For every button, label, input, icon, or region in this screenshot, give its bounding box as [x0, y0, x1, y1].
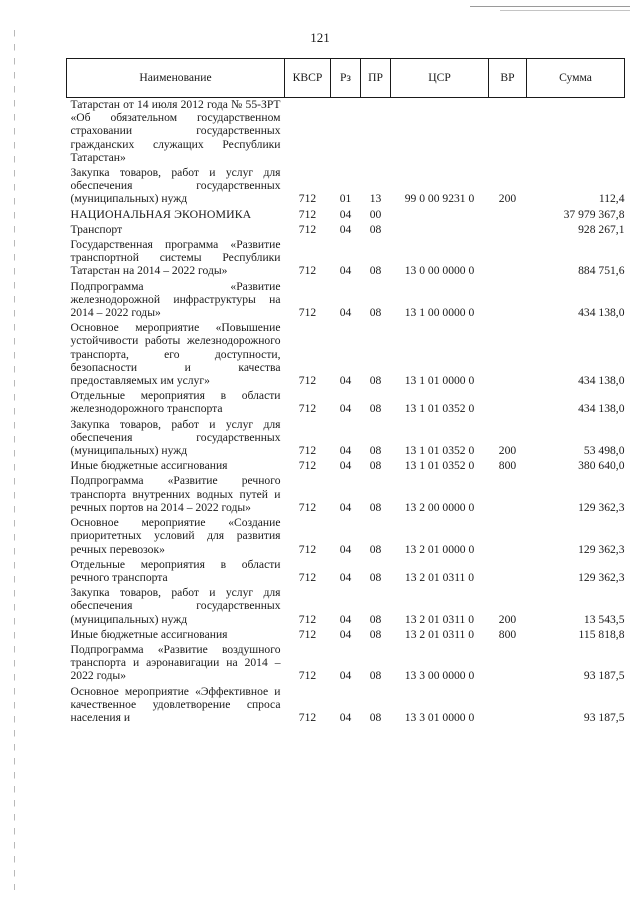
row-name: Татарстан от 14 июля 2012 года № 55-ЗРТ «Об обязательном государственном страховании государственных гражданских служащих Республики Татарстан»: [70, 98, 281, 164]
row-csr: 13 1 01 0352 0: [404, 402, 475, 416]
table-row: [67, 628, 625, 643]
row-sum: 13 543,5: [583, 612, 625, 626]
row-kvsr: 712: [298, 402, 317, 416]
row-vr: [489, 558, 527, 586]
row-rz: 01: [339, 192, 352, 206]
header-rz: Рз: [331, 59, 361, 98]
row-name: Государственная программа «Развитие транспортной системы Республики Татарстан на 2014 – 2022 годы»: [70, 238, 281, 278]
row-sum: [527, 98, 625, 167]
row-rz: 04: [339, 402, 352, 416]
row-name: Закупка товаров, работ и услуг для обеспечения государственных (муниципальных) нужд: [70, 417, 281, 458]
row-vr: [489, 280, 527, 322]
header-pr: ПР: [361, 59, 391, 98]
header-csr: ЦСР: [391, 59, 489, 98]
table-row: [67, 238, 625, 280]
row-kvsr: 712: [298, 222, 317, 236]
row-csr: 13 1 00 0000 0: [404, 306, 475, 320]
row-rz: 04: [339, 500, 352, 514]
row-pr: 08: [369, 222, 382, 236]
row-csr: 13 2 01 0000 0: [404, 542, 475, 556]
row-csr: [391, 98, 489, 167]
row-pr: 08: [369, 542, 382, 556]
row-kvsr: 712: [298, 192, 317, 206]
row-name: Основное мероприятие «Создание приоритетных условий для развития речных перевозок»: [70, 516, 281, 556]
row-pr: 13: [369, 192, 382, 206]
row-csr: 13 3 00 0000 0: [404, 669, 475, 683]
table-row: [67, 389, 625, 417]
row-kvsr: 712: [298, 500, 317, 514]
row-sum: 129 362,3: [578, 570, 625, 584]
row-csr: 13 2 00 0000 0: [404, 500, 475, 514]
row-kvsr: 712: [298, 306, 317, 320]
row-name: Иные бюджетные ассигнования: [70, 627, 228, 641]
table-row: [67, 321, 625, 389]
row-vr: 200: [498, 192, 517, 206]
row-vr: [489, 685, 527, 727]
row-vr: [489, 321, 527, 389]
row-sum: 129 362,3: [578, 500, 625, 514]
row-rz: 04: [339, 207, 352, 221]
row-sum: 380 640,0: [578, 459, 625, 473]
row-rz: [331, 98, 361, 167]
row-rz: 04: [339, 222, 352, 236]
header-vr: ВР: [489, 59, 527, 98]
row-rz: 04: [339, 627, 352, 641]
budget-table: [66, 58, 625, 726]
row-name: Иные бюджетные ассигнования: [70, 459, 228, 473]
row-pr: 08: [369, 402, 382, 416]
row-kvsr: 712: [298, 207, 317, 221]
row-vr: [489, 98, 527, 167]
row-csr: 13 3 01 0000 0: [404, 710, 475, 724]
row-sum: 884 751,6: [578, 264, 625, 278]
row-rz: 04: [339, 444, 352, 458]
table-row: [67, 223, 625, 238]
row-vr: [489, 238, 527, 280]
row-csr: 13 2 01 0311 0: [404, 627, 475, 641]
row-sum: 53 498,0: [583, 444, 625, 458]
budget-table-container: [66, 58, 624, 726]
row-name: Транспорт: [70, 222, 123, 236]
row-csr: 13 2 01 0311 0: [404, 570, 475, 584]
row-pr: 00: [369, 207, 382, 221]
row-pr: 08: [369, 500, 382, 514]
row-name: Подпрограмма «Развитие воздушного транспорта и аэронавигации на 2014 – 2022 годы»: [70, 642, 281, 683]
header-rule-secondary: [500, 10, 630, 11]
row-csr: 99 0 00 9231 0: [404, 192, 475, 206]
row-rz: 04: [339, 459, 352, 473]
row-name: Отдельные мероприятия в области железнодорожного транспорта: [70, 389, 281, 416]
table-header: [67, 59, 625, 98]
row-pr: 08: [369, 374, 382, 388]
table-row: [67, 280, 625, 322]
row-csr: 13 1 01 0352 0: [404, 444, 475, 458]
header-name: Наименование: [67, 59, 285, 98]
row-rz: 04: [339, 612, 352, 626]
row-kvsr: 712: [298, 542, 317, 556]
row-kvsr: 712: [298, 627, 317, 641]
row-vr: [489, 643, 527, 685]
table-row: [67, 643, 625, 685]
row-sum: 93 187,5: [583, 669, 625, 683]
row-sum: 129 362,3: [578, 542, 625, 556]
row-sum: 112,4: [598, 192, 625, 206]
row-pr: [361, 98, 391, 167]
row-pr: 08: [369, 612, 382, 626]
table-row: [67, 208, 625, 223]
page-number: 121: [310, 30, 330, 45]
row-vr: [489, 389, 527, 417]
header-kvsr: КВСР: [285, 59, 331, 98]
row-rz: 04: [339, 542, 352, 556]
row-pr: 08: [369, 627, 382, 641]
row-vr: [489, 474, 527, 516]
table-row: [67, 516, 625, 558]
row-name: Отдельные мероприятия в области речного транспорта: [70, 557, 281, 584]
row-rz: 04: [339, 306, 352, 320]
row-name: Закупка товаров, работ и услуг для обеспечения государственных (муниципальных) нужд: [70, 586, 281, 626]
row-vr: [489, 208, 527, 223]
row-vr: [489, 516, 527, 558]
row-vr: 800: [498, 459, 517, 473]
row-kvsr: 712: [298, 669, 317, 683]
table-body: [67, 98, 625, 727]
row-csr: 13 1 01 0000 0: [404, 374, 475, 388]
row-csr: 13 2 01 0311 0: [404, 612, 475, 626]
row-name: Закупка товаров, работ и услуг для обеспечения государственных (муниципальных) нужд: [70, 166, 281, 206]
row-kvsr: 712: [298, 612, 317, 626]
table-row: [67, 586, 625, 628]
row-pr: 08: [369, 459, 382, 473]
header-rule: [470, 6, 630, 7]
row-name: НАЦИОНАЛЬНАЯ ЭКОНОМИКА: [70, 206, 252, 221]
row-kvsr: 712: [298, 374, 317, 388]
row-name: Подпрограмма «Развитие речного транспорта внутренних водных путей и речных портов на 2014 – 2022 годы»: [70, 474, 281, 514]
row-pr: 08: [369, 669, 382, 683]
row-csr: 13 0 00 0000 0: [404, 264, 475, 278]
row-name: Подпрограмма «Развитие железнодорожной инфраструктуры на 2014 – 2022 годы»: [70, 279, 281, 320]
row-rz: 04: [339, 710, 352, 724]
row-vr: 800: [498, 627, 517, 641]
row-sum: 37 979 367,8: [563, 207, 625, 221]
row-sum: 115 818,8: [578, 627, 625, 641]
row-sum: 928 267,1: [578, 222, 625, 236]
row-rz: 04: [339, 264, 352, 278]
table-row: [67, 459, 625, 474]
row-sum: 434 138,0: [578, 402, 625, 416]
row-pr: 08: [369, 264, 382, 278]
row-kvsr: 712: [298, 710, 317, 724]
row-pr: 08: [369, 306, 382, 320]
row-rz: 04: [339, 669, 352, 683]
row-sum: 93 187,5: [583, 710, 625, 724]
row-sum: 434 138,0: [578, 306, 625, 320]
row-vr: 200: [498, 444, 517, 458]
row-kvsr: 712: [298, 444, 317, 458]
header-sum: Сумма: [527, 59, 625, 98]
row-pr: 08: [369, 570, 382, 584]
row-csr: 13 1 01 0352 0: [404, 459, 475, 473]
row-kvsr: 712: [298, 459, 317, 473]
binding-margin-line: [14, 30, 15, 890]
row-vr: [489, 223, 527, 238]
row-rz: 04: [339, 374, 352, 388]
row-csr: [391, 223, 489, 238]
row-kvsr: 712: [298, 264, 317, 278]
row-pr: 08: [369, 444, 382, 458]
table-row: [67, 474, 625, 516]
row-kvsr: [285, 98, 331, 167]
row-vr: 200: [498, 612, 517, 626]
table-row: [67, 418, 625, 460]
row-name: Основное мероприятие «Эффективное и качественное удовлетворение спроса населения и: [70, 684, 281, 724]
table-row: [67, 685, 625, 727]
row-sum: 434 138,0: [578, 374, 625, 388]
table-row: [67, 166, 625, 208]
row-kvsr: 712: [298, 570, 317, 584]
row-rz: 04: [339, 570, 352, 584]
row-csr: [391, 208, 489, 223]
row-pr: 08: [369, 710, 382, 724]
table-row: [67, 558, 625, 586]
table-row: [67, 98, 625, 167]
row-name: Основное мероприятие «Повышение устойчивости работы железнодорожного транспорта, его доступности, безопасности и качества предоставляемых им услуг»: [70, 321, 281, 388]
